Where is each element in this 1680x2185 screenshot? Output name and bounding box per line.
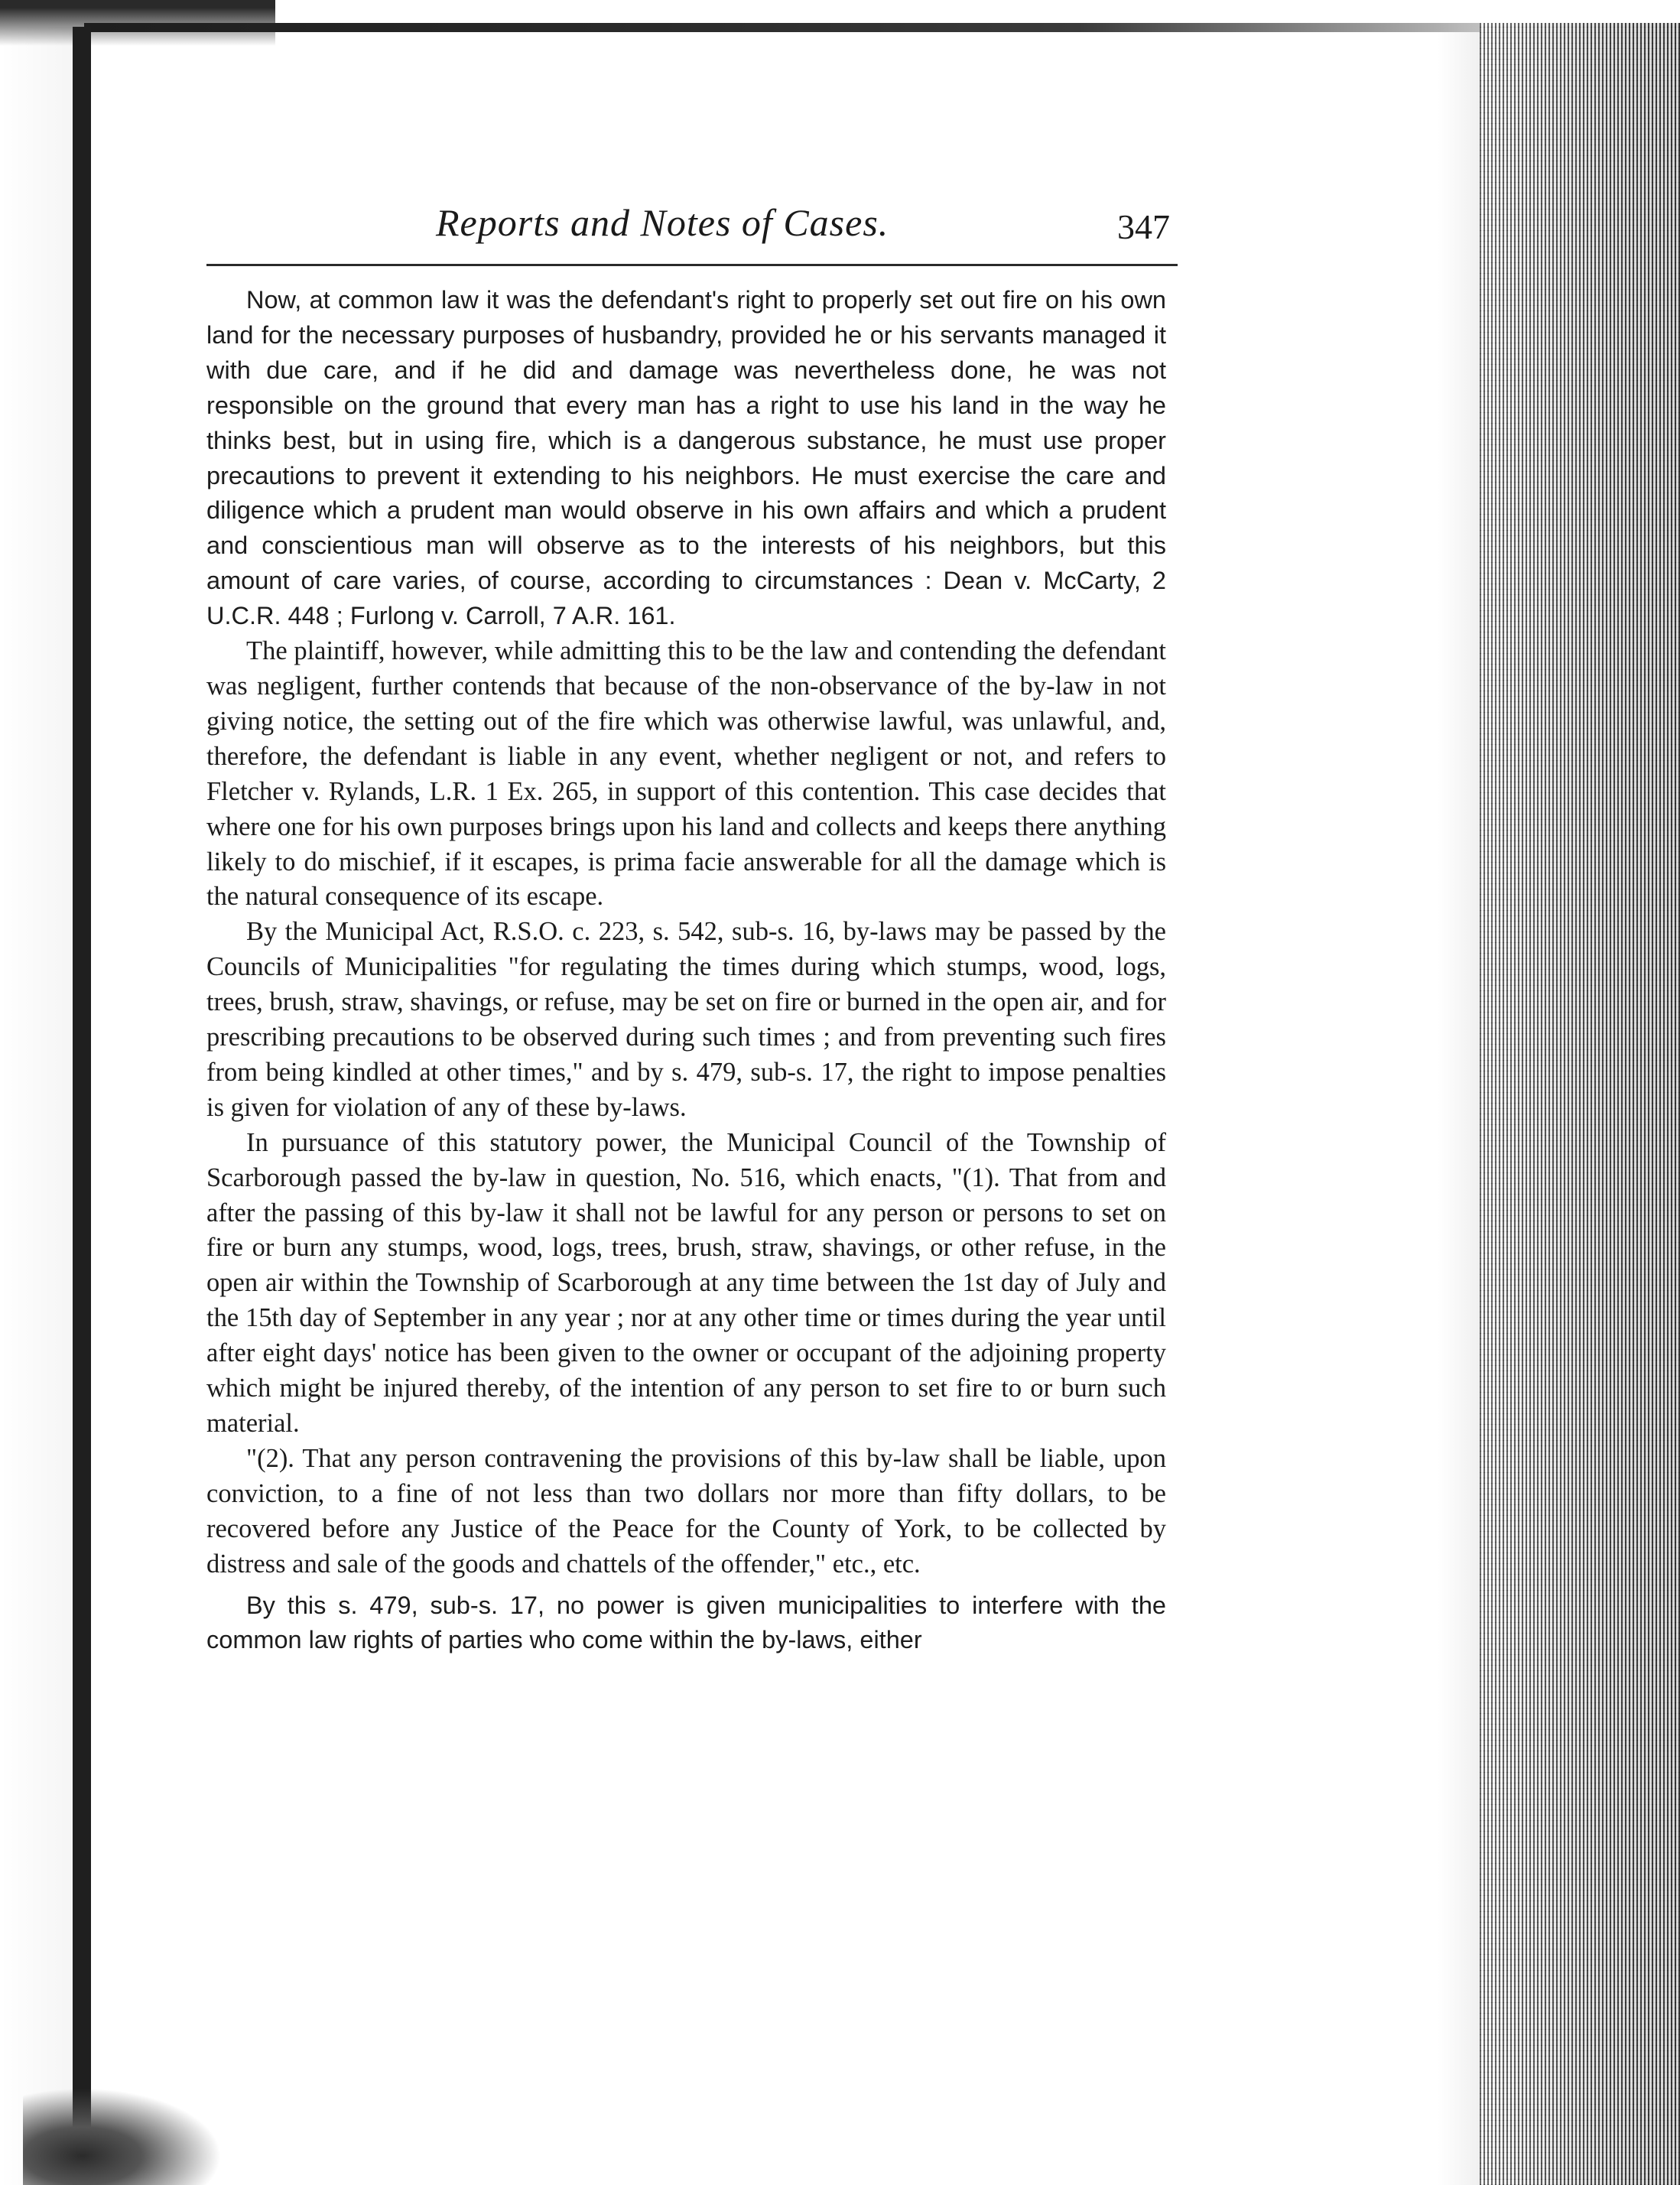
header-rule <box>206 264 1178 266</box>
paragraph: The plaintiff, however, while admitting this to be the law and contending the defendant was negligent, further contends that because of the non-observance of the by-law in not giving notice, the setting out of the fire which was otherwise lawful, was unlawful, and, therefore, the defendant is liable in any event, whether negligent or not, and refers to Fletcher v. Rylands, L.R. 1 Ex. 265, in support of this contention. This case decides that where one for his own purposes brings upon his land and collects and keeps there anything likely to do mischief, if it escapes, is prima facie answerable for all the damage which is the natural consequence of its escape. <box>206 636 1166 912</box>
book-page-edges <box>1480 23 1680 2185</box>
running-head <box>206 200 1170 262</box>
scan-edge-top <box>84 23 1506 32</box>
paragraph: By the Municipal Act, R.S.O. c. 223, s. 542, sub-s. 16, by-laws may be passed by the Councils of Municipalities "for regulating the times during which stumps, wood, logs, trees, brush, straw, shavings, or refuse, may be set on fire or burned in the open air, and for prescribing precautions to be observed during such times ; and from preventing such fires from being kindled at other times," and by s. 479, sub-s. 17, the right to impose penalties is given for violation of any of these by-laws. <box>206 917 1166 1122</box>
scan-smudge <box>23 2088 222 2185</box>
page-number: 347 <box>1117 207 1170 246</box>
paragraph: By this s. 479, sub-s. 17, no power is given municipalities to interfere with the common law rights of parties who come within the by-laws, either <box>206 1591 1166 1654</box>
running-head-title: Reports and Notes of Cases. <box>436 201 889 244</box>
scan-shadow-left <box>0 27 73 2185</box>
paragraph: Now, at common law it was the defendant's right to properly set out fire on his own land for the necessary purposes of husbandry, provided he or his servants managed it with due care, and if he did and damage was nevertheless done, he was not responsible on the ground that every man has a right to use his land in the way he thinks best, but in using fire, which is a dangerous substance, he must use proper precautions to prevent it extending to his neighbors. He must exercise the care and diligence which a prudent man would observe in his own affairs and which a prudent and conscientious man will observe as to the interests of his neighbors, but this amount of care varies, of course, according to circumstances : Dean v. McCarty, 2 U.C.R. 448 ; Furlong v. Carroll, 7 A.R. 161. <box>206 286 1166 630</box>
scan-edge-top-left <box>0 0 275 69</box>
paragraph: "(2). That any person contravening the provisions of this by-law shall be liable, upon conviction, to a fine of not less than two dollars nor more than fifty dollars, to be recovered before any Justice of the Peace for the County of York, to be collected by distress and sale of the goods and chattels of the offender," etc., etc. <box>206 1443 1166 1579</box>
paragraph: In pursuance of this statutory power, the Municipal Council of the Township of Scarborough passed the by-law in question, No. 516, which enacts, "(1). That from and after the passing of this by-law it shall not be lawful for any person or persons to set on fire or burn any stumps, wood, logs, trees, brush, straw, shavings, or other refuse, in the open air within the Township of Scarborough at any time between the 1st day of July and the 15th day of September in any year ; nor at any other time or times during the year until after eight days' notice has been given to the owner or occupant of the adjoining property which might be injured thereby, of the intention of any person to set fire to or burn such material. <box>206 1127 1166 1438</box>
book-binding-edge <box>73 27 91 2185</box>
body-text <box>206 283 1166 1658</box>
